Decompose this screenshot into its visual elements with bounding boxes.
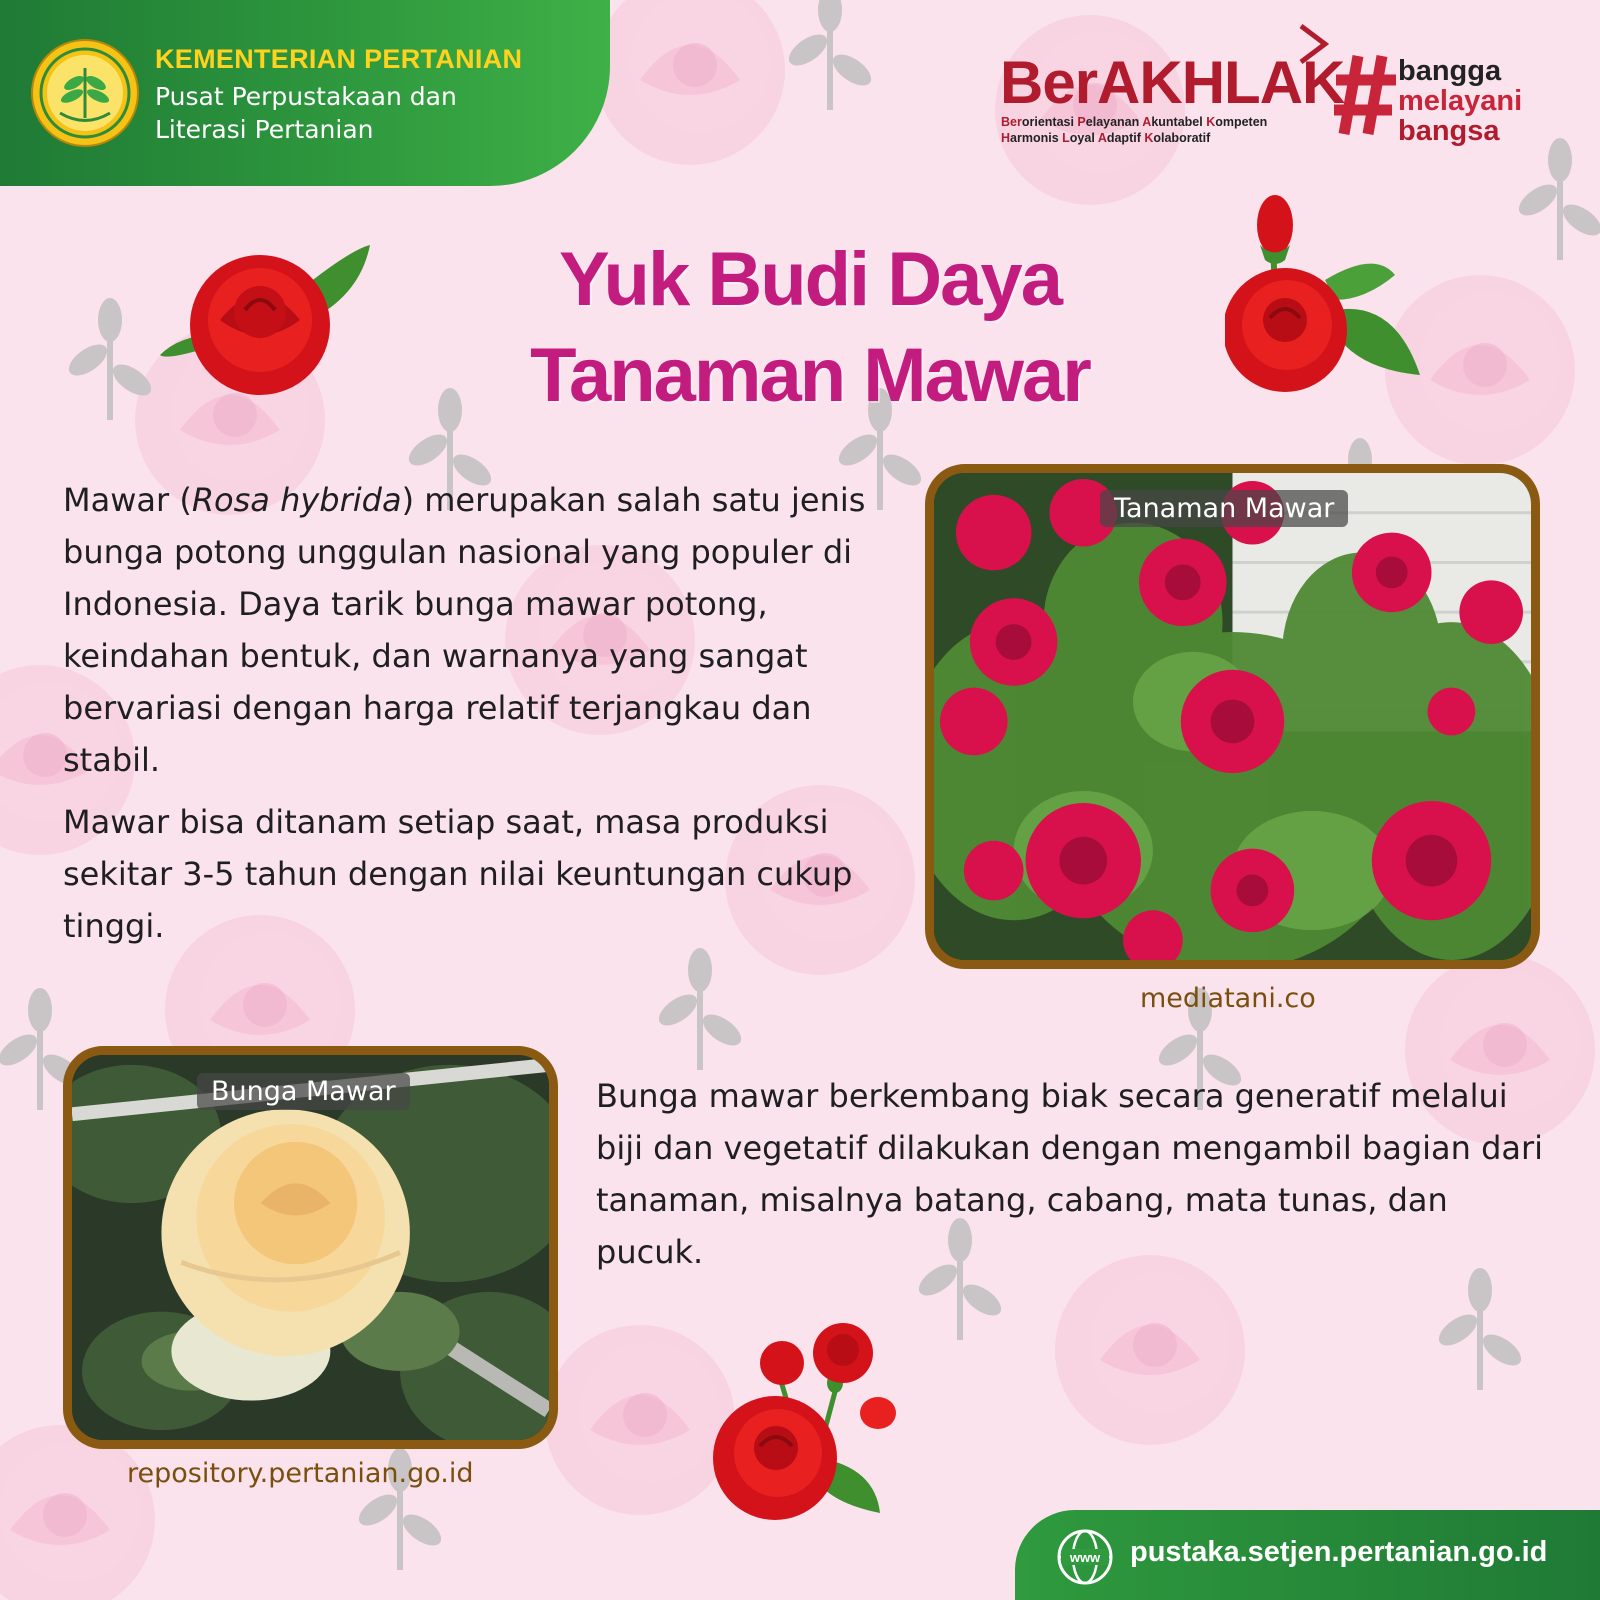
desc-initial: Ber <box>1001 115 1022 129</box>
desc-initial: A <box>1097 131 1107 145</box>
motto-line3: bangsa <box>1398 115 1500 147</box>
desc-initial: A <box>1142 115 1152 129</box>
intro-text-rest: ) merupakan salah satu jenis bunga potong unggulan nasional yang populer di Indonesia. Daya tarik bunga mawar potong, keindahan bentuk, dan warnanya yang sangat bervariasi dengan harga relatif terjangkau dan stabil. <box>63 481 866 779</box>
red-rose-decoration-right <box>1225 190 1435 405</box>
org-unit <box>155 80 575 146</box>
desc-word: kuntabel <box>1151 115 1207 129</box>
desc-word: daptif <box>1106 131 1145 145</box>
globe-icon <box>1055 1527 1115 1587</box>
motto-line2: melayani <box>1398 85 1523 117</box>
propagation-paragraph: Bunga mawar berkembang biak secara generatif melalui biji dan vegetatif dilakukan dengan mengambil bagian dari tanaman, misalnya batang, cabang, mata tunas, dan pucuk. <box>596 1077 1544 1271</box>
desc-initial: L <box>1062 131 1070 145</box>
org-unit-line2: Literasi Pertanian <box>155 115 374 144</box>
intro-text-start: Mawar ( <box>63 481 192 519</box>
berakhlak-desc-line2 <box>1001 130 1321 146</box>
desc-word: oyal <box>1069 131 1098 145</box>
scientific-name: Rosa hybrida <box>191 481 402 519</box>
desc-initial: K <box>1144 131 1154 145</box>
desc-initial: H <box>1001 131 1011 145</box>
rose-plant-photo <box>925 464 1540 969</box>
desc-word: orientasi <box>1021 115 1078 129</box>
berakhlak-description <box>1001 114 1321 146</box>
desc-word: olaboratif <box>1153 131 1211 145</box>
desc-word: armonis <box>1010 131 1063 145</box>
title-line1: Yuk Budi Daya <box>559 237 1061 322</box>
desc-word: ompeten <box>1215 115 1268 129</box>
ministry-logo-icon <box>30 38 140 148</box>
red-rose-decoration-left <box>160 240 375 400</box>
desc-initial: K <box>1206 115 1216 129</box>
motto-line1: bangga <box>1398 55 1502 87</box>
org-name: KEMENTERIAN PERTANIAN <box>155 44 523 74</box>
photo1-credit: mediatani.co <box>1140 983 1316 1014</box>
desc-initial: P <box>1077 115 1086 129</box>
photo2-label: Bunga Mawar <box>197 1073 410 1110</box>
page-title <box>400 232 1220 424</box>
hashtag-icon <box>1330 50 1400 140</box>
intro-paragraph <box>63 474 903 786</box>
red-roses-decoration-bottom <box>700 1318 910 1523</box>
org-unit-line1: Pusat Perpustakaan dan <box>155 82 457 111</box>
berakhlak-desc-line1 <box>1001 114 1321 130</box>
production-paragraph: Mawar bisa ditanam setiap saat, masa produksi sekitar 3-5 tahun dengan nilai keuntungan cukup tinggi. <box>63 803 853 945</box>
chevron-right-icon <box>1295 22 1331 66</box>
desc-word: elayanan <box>1085 115 1143 129</box>
footer-website-link[interactable]: pustaka.setjen.pertanian.go.id <box>1130 1536 1548 1568</box>
photo1-label: Tanaman Mawar <box>1100 490 1348 527</box>
motto <box>1398 56 1522 146</box>
globe-www-text: www <box>1069 1550 1101 1565</box>
photo2-credit: repository.pertanian.go.id <box>127 1458 474 1489</box>
title-line2: Tanaman Mawar <box>530 333 1090 418</box>
berakhlak-logo: BerAKHLAK <box>1000 49 1345 116</box>
